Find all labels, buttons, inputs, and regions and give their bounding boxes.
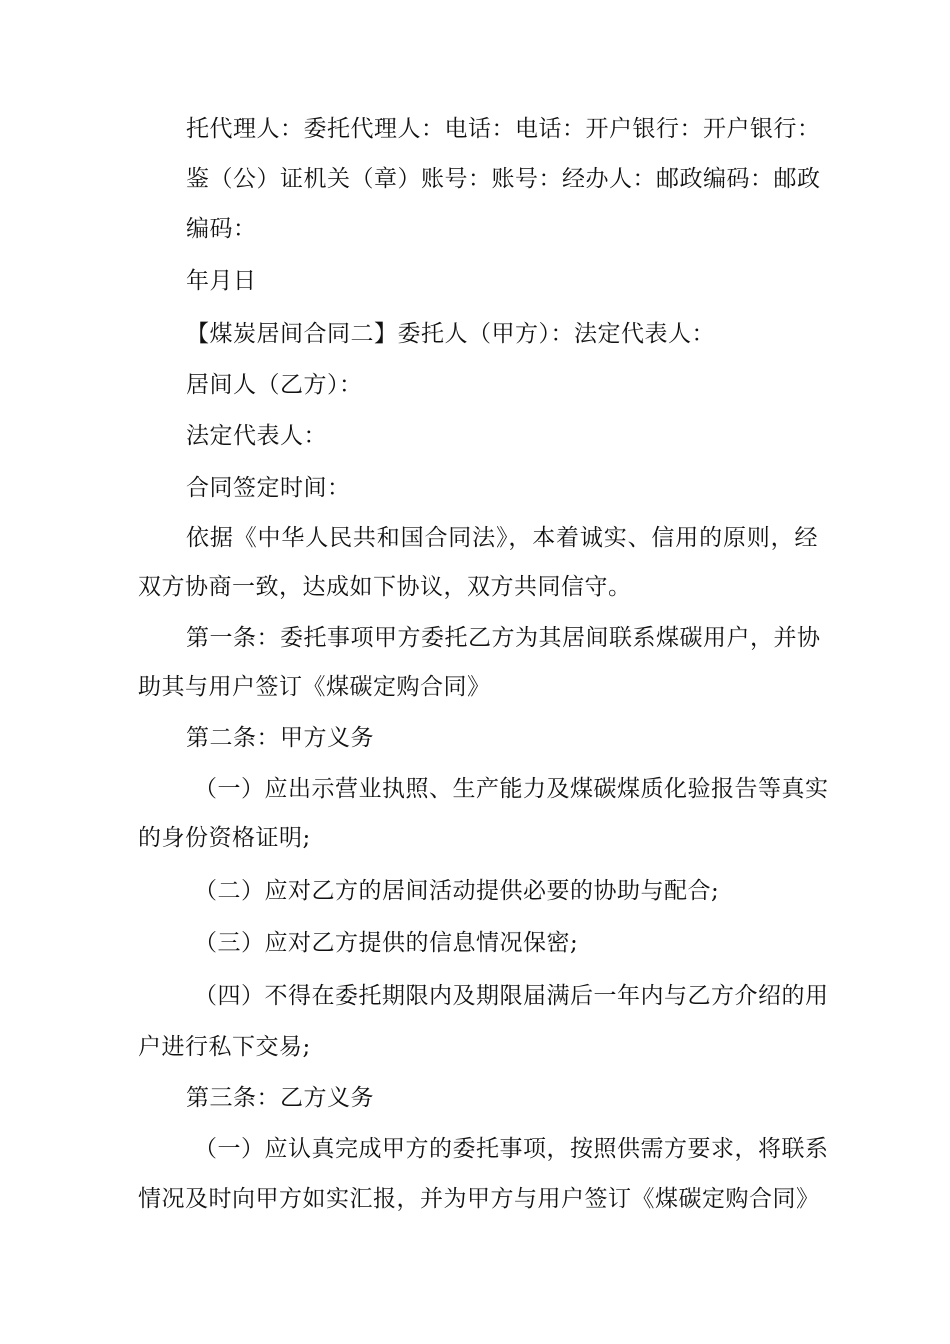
- article-heading: 第一条：委托事项甲方委托乙方为其居间联系煤碳用户，并协: [186, 625, 821, 651]
- text-line: 的身份资格证明;: [138, 825, 311, 851]
- list-item: （一）应认真完成甲方的委托事项，按照供需方要求，将联系: [194, 1136, 829, 1162]
- text-line: 情况及时向甲方如实汇报，并为甲方与用户签订《煤碳定购合同》: [138, 1186, 820, 1212]
- text-line: 法定代表人：: [186, 423, 327, 449]
- article-heading: 第三条：乙方义务: [186, 1085, 374, 1111]
- list-item: （二）应对乙方的居间活动提供必要的协助与配合;: [194, 878, 720, 904]
- text-line: 编码：: [186, 216, 257, 242]
- text-line: 助其与用户签订《煤碳定购合同》: [138, 674, 491, 700]
- list-item: （四）不得在委托期限内及期限届满后一年内与乙方介绍的用: [194, 983, 829, 1009]
- text-line: 依据《中华人民共和国合同法》，本着诚实、信用的原则，经: [186, 525, 818, 551]
- list-item: （一）应出示营业执照、生产能力及煤碳煤质化验报告等真实: [194, 776, 829, 802]
- section-heading: 【煤炭居间合同二】委托人（甲方）：法定代表人：: [186, 321, 715, 347]
- list-item: （三）应对乙方提供的信息情况保密;: [194, 930, 579, 956]
- text-line: 鉴（公）证机关（章）账号：账号：经办人：邮政编码：邮政: [186, 166, 821, 192]
- text-line: 户进行私下交易;: [138, 1034, 311, 1060]
- text-line: 双方协商一致，达成如下协议，双方共同信守。: [138, 574, 632, 600]
- text-line: 居间人（乙方）：: [186, 372, 363, 398]
- text-line: 年月日: [186, 268, 257, 294]
- text-line: 托代理人：委托代理人：电话：电话：开户银行：开户银行：: [186, 116, 821, 142]
- text-line: 合同签定时间：: [186, 475, 351, 501]
- article-heading: 第二条：甲方义务: [186, 725, 374, 751]
